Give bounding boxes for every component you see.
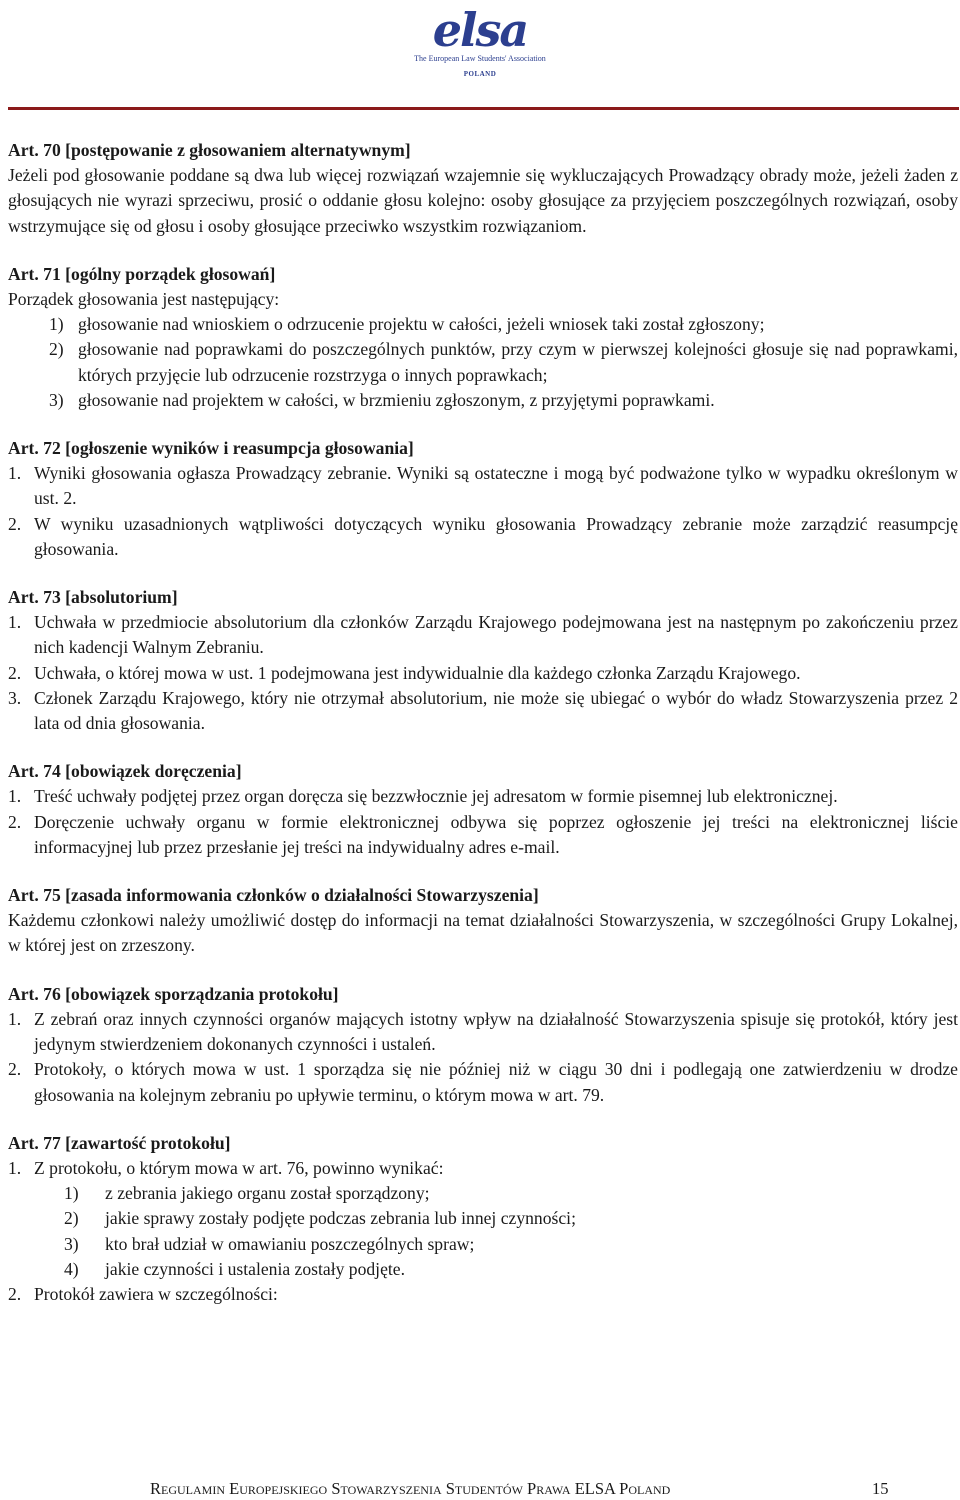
list-number: 1. (8, 1157, 22, 1178)
list-text: Protokoły, o których mowa w ust. 1 sporządza się nie później niż w ciągu 30 dni i podlegają one zatwierdzeniu w drodze głosowania na kolejnym zebraniu po upływie terminu, o którym mowa w art. 79. (34, 1059, 958, 1105)
article-title: Art. 71 [ogólny porządek głosowań] (8, 263, 276, 284)
list-item (8, 461, 958, 511)
list-item (8, 1057, 958, 1107)
article-paragraph: Każdemu członkowi należy umożliwić dostęp do informacji na temat działalności Stowarzyszenia, w szczególności Grupy Lokalnej, w której jest on zrzeszony. (8, 910, 958, 956)
list-text: jakie sprawy zostały podjęte podczas zebrania lub innej czynności; (105, 1208, 576, 1229)
article-title: Art. 72 [ogłoszenie wyników i reasumpcja głosowania] (8, 438, 414, 459)
list-number: 2) (64, 1208, 79, 1229)
article-76 (8, 982, 958, 1108)
list-text: Doręczenie uchwały organu w formie elektronicznej odbywa się poprzez ogłoszenie jej treści na elektronicznej liście informacyjnej lub przez przesłanie jej treści na indywidualny adres e-mail. (34, 811, 958, 857)
list-text: głosowanie nad wnioskiem o odrzucenie projektu w całości, jeżeli wniosek taki został zgłoszony; (78, 314, 765, 335)
header-rule (8, 107, 959, 110)
list-item (8, 784, 958, 809)
list-item (8, 1232, 958, 1257)
list-number: 1. (8, 1008, 22, 1029)
list-number: 2. (8, 662, 22, 683)
footer-title: Regulamin Europejskiego Stowarzyszenia Studentów Prawa ELSA Poland (150, 1479, 671, 1498)
list-item (8, 686, 958, 736)
list-number: 1) (49, 314, 64, 335)
list-item (8, 1282, 958, 1307)
list-text: Członek Zarządu Krajowego, który nie otrzymał absolutorium, nie może się ubiegać o wybór do władz Stowarzyszenia przez 2 lata od dnia głosowania. (34, 687, 958, 734)
logo-wordmark: elsa (432, 3, 528, 57)
logo-country: POLAND (463, 70, 497, 78)
list-item (8, 1007, 958, 1057)
list-item (8, 1257, 958, 1282)
list-text: Z zebrań oraz innych czynności organów mających istotny wpływ na działalność Stowarzyszenia spisuje się protokół, który jest jedynym stwierdzeniem dokonanych czynności i ustaleń. (34, 1008, 958, 1055)
document-body (8, 138, 958, 1307)
article-74 (8, 759, 958, 860)
list-number: 1. (8, 786, 22, 807)
list-item (8, 312, 958, 337)
article-paragraph: Porządek głosowania jest następujący: (8, 289, 280, 310)
article-title: Art. 74 [obowiązek doręczenia] (8, 761, 242, 782)
article-title: Art. 70 [postępowanie z głosowaniem alternatywnym] (8, 140, 411, 160)
list-number: 1. (8, 463, 22, 484)
list-text: z zebrania jakiego organu został sporządzony; (105, 1183, 430, 1204)
list-text: głosowanie nad projektem w całości, w brzmieniu zgłoszonym, z przyjętymi poprawkami. (78, 389, 715, 410)
article-70 (8, 138, 958, 239)
list-number: 2. (8, 1059, 22, 1080)
list-item (8, 337, 958, 387)
list-number: 2. (8, 1283, 22, 1304)
list-text: Treść uchwały podjętej przez organ doręcza się bezzwłocznie jej adresatom w formie pisemnej lub elektronicznej. (34, 786, 838, 807)
list-text: głosowanie nad poprawkami do poszczególnych punktów, przy czym w pierwszej kolejności głosuje się nad poprawkami, których przyjęcie lub odrzucenie rozstrzyga o innych poprawkach; (78, 339, 958, 385)
list-item (8, 388, 958, 413)
list-text: Wyniki głosowania ogłasza Prowadzący zebranie. Wyniki są ostateczne i mogą być podważone tylko w wypadku określonym w ust. 2. (34, 463, 958, 509)
elsa-logo (0, 0, 960, 100)
list-number: 3. (8, 687, 22, 708)
list-number: 2. (8, 513, 22, 534)
article-title: Art. 75 [zasada informowania członków o działalności Stowarzyszenia] (8, 885, 539, 906)
list-number: 3) (64, 1233, 79, 1254)
list-text: kto brał udział w omawianiu poszczególnych spraw; (105, 1233, 475, 1254)
article-title: Art. 77 [zawartość protokołu] (8, 1132, 231, 1153)
list-item (8, 1206, 958, 1231)
article-title: Art. 76 [obowiązek sporządzania protokołu] (8, 983, 339, 1004)
list-number: 3) (49, 389, 64, 410)
article-72 (8, 436, 958, 562)
list-number: 2. (8, 811, 22, 832)
article-77 (8, 1131, 958, 1307)
article-paragraph: Jeżeli pod głosowanie poddane są dwa lub więcej rozwiązań wzajemnie się wykluczających Prowadzący obrady może, jeżeli żaden z głosujących nie wyrazi sprzeciwu, prosić o oddanie głosu kolejno: osoby głosujące za przyjęciem poszczególnych rozwiązań, osoby wstrzymujące się od głosu i osoby głosujące przeciwko wszystkim rozwiązaniom. (8, 165, 958, 236)
list-number: 1) (64, 1183, 79, 1204)
list-item (8, 512, 958, 562)
list-number: 2) (49, 339, 64, 360)
logo-tagline: The European Law Students' Association (414, 54, 546, 63)
list-text: Uchwała w przedmiocie absolutorium dla członków Zarządu Krajowego podejmowana jest na następnym po zakończeniu przez nich kadencji Walnym Zebraniu. (34, 612, 958, 658)
article-75 (8, 883, 958, 959)
list-text: Z protokołu, o którym mowa w art. 76, powinno wynikać: (34, 1157, 444, 1178)
article-73 (8, 585, 958, 736)
list-number: 4) (64, 1258, 79, 1279)
list-item (8, 661, 958, 686)
list-item (8, 610, 958, 660)
list-number: 1. (8, 612, 22, 633)
list-item (8, 1156, 958, 1181)
list-text: Uchwała, o której mowa w ust. 1 podejmowana jest indywidualnie dla każdego członka Zarządu Krajowego. (34, 662, 801, 683)
page-number: 15 (872, 1479, 889, 1498)
article-title: Art. 73 [absolutorium] (8, 587, 178, 608)
list-text: W wyniku uzasadnionych wątpliwości dotyczących wyniku głosowania Prowadzący zebranie może zarządzić reasumpcję głosowania. (34, 513, 958, 559)
page-footer (150, 1479, 890, 1499)
list-text: jakie czynności i ustalenia zostały podjęte. (105, 1258, 405, 1279)
list-item (8, 810, 958, 860)
article-71 (8, 262, 958, 413)
list-item (8, 1181, 958, 1206)
list-text: Protokół zawiera w szczególności: (34, 1283, 278, 1304)
